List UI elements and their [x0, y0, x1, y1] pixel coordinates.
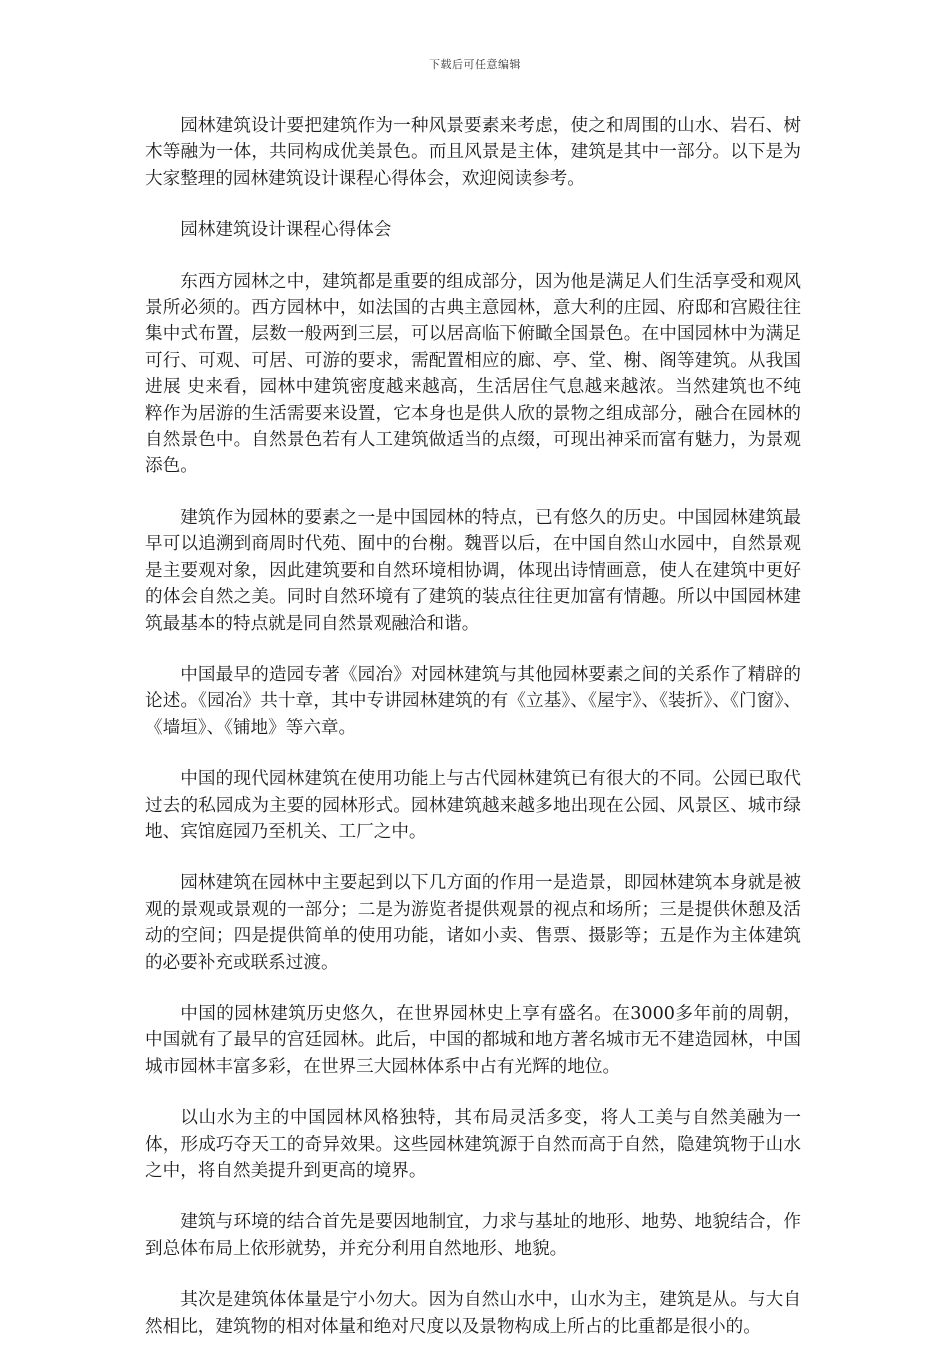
body-paragraph: 建筑作为园林的要素之一是中国园林的特点，已有悠久的历史。中国园林建筑最早可以追溯到商周时代苑、囿中的台榭。魏晋以后，在中国自然山水园中，自然景观是主要观对象，因此建筑要和自然环境相协调，体现出诗情画意，使人在建筑中更好的体会自然之美。同时自然环境有了建筑的装点往往更加富有情趣。所以中国园林建筑最基本的特点就是同自然景观融洽和谐。 [145, 507, 801, 634]
body-paragraph: 东西方园林之中，建筑都是重要的组成部分，因为他是满足人们生活享受和观风景所必须的。西方园林中，如法国的古典主意园林，意大利的庄园、府邸和宫殿往往集中式布置，层数一般两到三层，可以居高临下俯瞰全国景色。在中国园林中为满足可行、可观、可居、可游的要求，需配置相应的廊、亭、堂、榭、阁等建筑。从我国 进展 史来看，园林中建筑密度越来越高，生活居住气息越来越浓。当然建筑也不纯粹作为居游的生活需要来设置，它本身也是供人欣的景物之组成部分，融合在园林的自然景色中。自然景色若有人工建筑做适当的点缀，可现出神采而富有魅力，为景观添色。 [145, 271, 801, 477]
section-heading: 园林建筑设计课程心得体会 [180, 220, 392, 241]
body-paragraph: 其次是建筑体体量是宁小勿大。因为自然山水中，山水为主，建筑是从。与大自然相比，建筑物的相对体量和绝对尺度以及景物构成上所占的比重都是很小的。 [145, 1290, 801, 1337]
body-paragraph: 中国的现代园林建筑在使用功能上与古代园林建筑已有很大的不同。公园已取代过去的私园成为主要的园林形式。园林建筑越来越多地出现在公园、风景区、城市绿地、宾馆庭园乃至机关、工厂之中。 [145, 769, 801, 842]
body-paragraph: 建筑与环境的结合首先是要因地制宜，力求与基址的地形、地势、地貌结合，作到总体布局上依形就势，并充分利用自然地形、地貌。 [145, 1212, 801, 1259]
body-paragraph: 园林建筑在园林中主要起到以下几方面的作用一是造景，即园林建筑本身就是被观的景观或景观的一部分；二是为游览者提供观景的视点和场所；三是提供休憩及活动的空间；四是提供简单的使用功能，诸如小卖、售票、摄影等；五是作为主体建筑的必要补充或联系过渡。 [145, 873, 801, 973]
body-paragraph: 中国最早的造园专著《园冶》对园林建筑与其他园林要素之间的关系作了精辟的论述。《园冶》共十章，其中专讲园林建筑的有《立基》、《屋宇》、《装折》、《门窗》、《墙垣》、《铺地》等六章。 [145, 664, 801, 738]
body-paragraph: 中国的园林建筑历史悠久，在世界园林史上享有盛名。在3000多年前的周朝，中国就有了最早的宫廷园林。此后，中国的都城和地方著名城市无不建造园林，中国城市园林丰富多彩，在世界三大园林体系中占有光辉的地位。 [145, 1003, 801, 1077]
document-body [145, 113, 801, 1365]
page-header-note: 下载后可任意编辑 [429, 58, 521, 71]
body-paragraph: 以山水为主的中国园林风格独特，其布局灵活多变，将人工美与自然美融为一体，形成巧夺天工的奇异效果。这些园林建筑源于自然而高于自然，隐建筑物于山水之中，将自然美提升到更高的境界。 [145, 1108, 801, 1181]
intro-paragraph: 园林建筑设计要把建筑作为一种风景要素来考虑，使之和周围的山水、岩石、树木等融为一体，共同构成优美景色。而且风景是主体，建筑是其中一部分。以下是为大家整理的园林建筑设计课程心得体会，欢迎阅读参考。 [145, 116, 801, 189]
